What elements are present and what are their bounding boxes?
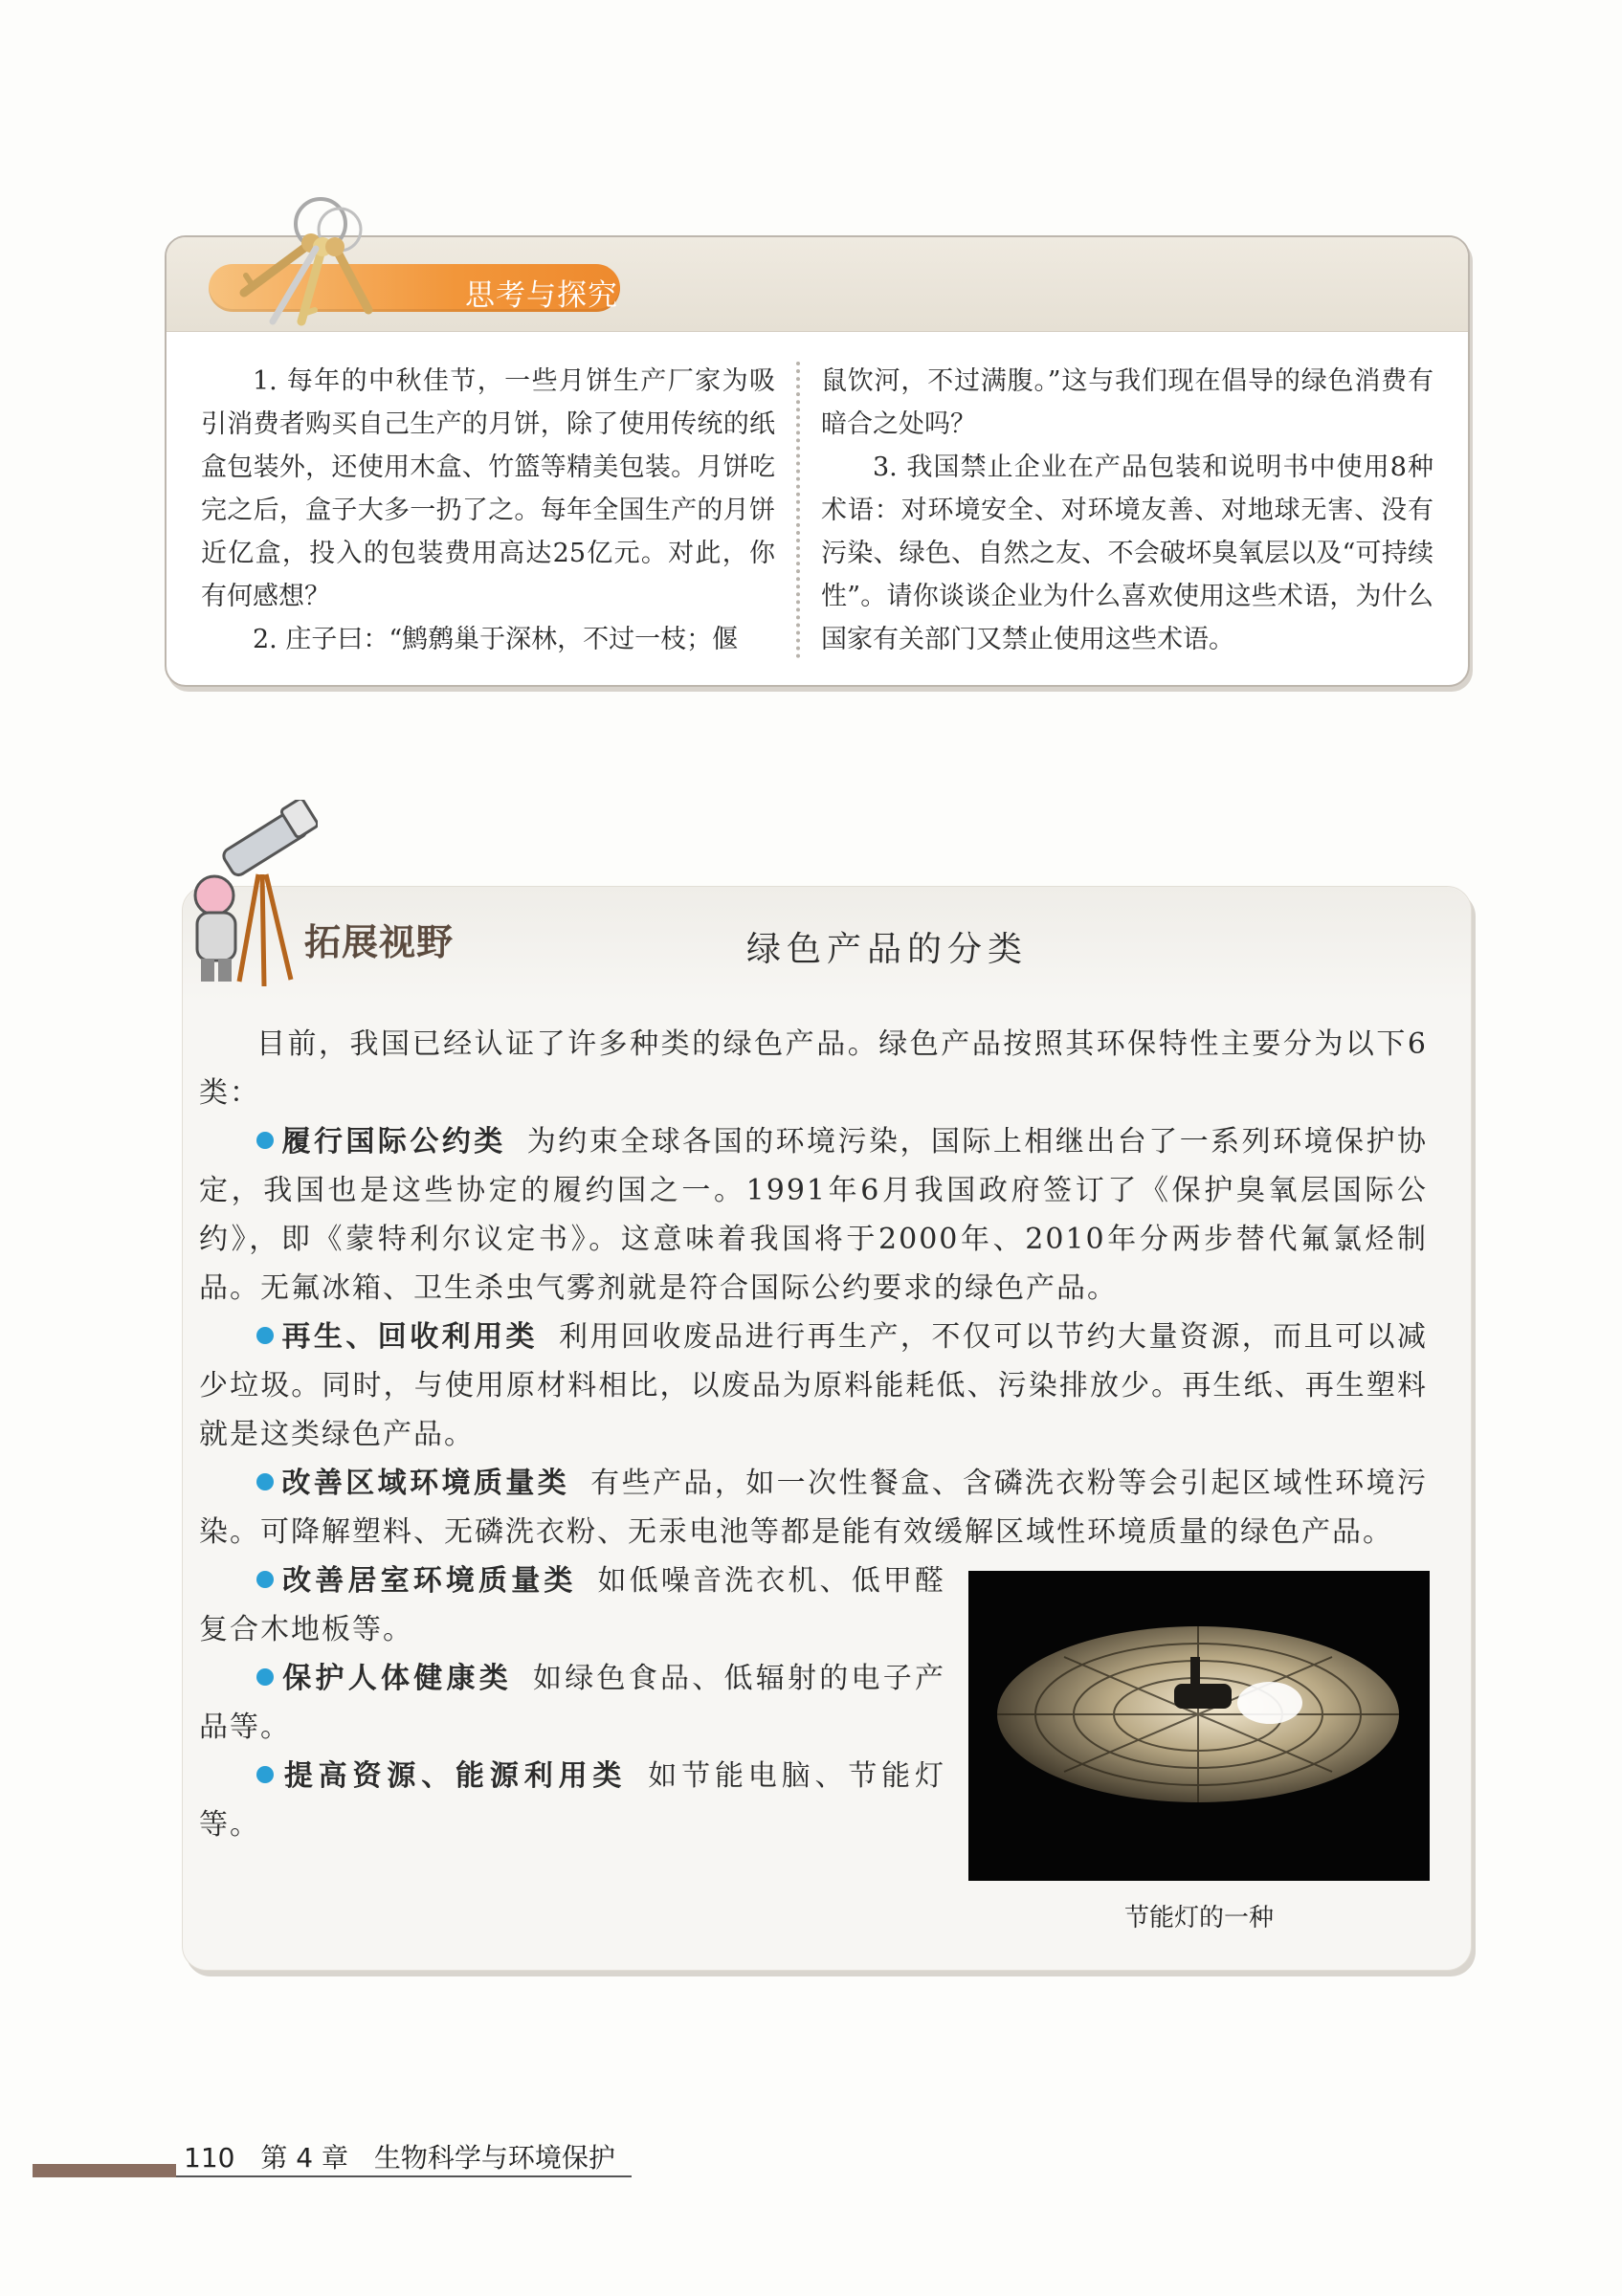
bullet-dot-icon xyxy=(256,1766,274,1783)
category-text: 为约束全球各国的环境污染，国际上相继出台了一系列环境保护协定，我国也是这些协定的履约国之一。1991年6月我国政府签订了《保护臭氧层国际公约》，即《蒙特利尔议定书》。这意味着我国将于2000年、2010年分两步替代氟氯烃制品。无氟冰箱、卫生杀虫气雾剂就是符合国际公约要求的绿色产品。 xyxy=(199,1125,1429,1305)
bullet-dot-icon xyxy=(256,1327,274,1344)
category-name: 再生、回收利用类 xyxy=(281,1320,538,1354)
page-number: 110 xyxy=(184,2142,235,2174)
bullet-dot-icon xyxy=(256,1473,274,1490)
expand-label: 拓展视野 xyxy=(304,921,455,963)
category-name: 改善区域环境质量类 xyxy=(281,1467,570,1500)
narrow-text-column xyxy=(199,1556,945,1849)
think-question-2-end: 鼠饮河，不过满腹。”这与我们现在倡导的绿色消费有暗合之处吗？ xyxy=(821,366,1433,439)
think-left-column xyxy=(201,360,775,661)
footer-rule xyxy=(176,2175,632,2177)
column-divider xyxy=(796,362,800,658)
category-paragraph-4 xyxy=(199,1556,945,1654)
category-paragraph-2 xyxy=(199,1313,1428,1459)
page-footer xyxy=(184,2137,633,2175)
bullet-dot-icon xyxy=(256,1132,274,1149)
category-text: 利用回收废品进行再生产，不仅可以节约大量资源，而且可以减少垃圾。同时，与使用原材料相比，以废品为原料能耗低、污染排放少。再生纸、再生塑料就是这类绿色产品。 xyxy=(199,1320,1428,1451)
think-label: 思考与探究 xyxy=(465,278,618,313)
category-name: 提高资源、能源利用类 xyxy=(281,1759,628,1793)
footer-accent-bar xyxy=(33,2164,176,2177)
telescope-mascot-icon xyxy=(184,800,318,991)
chapter-number: 第 4 章 xyxy=(260,2142,348,2174)
category-paragraph-5 xyxy=(199,1654,945,1752)
category-paragraph-3 xyxy=(199,1459,1428,1556)
category-name: 保护人体健康类 xyxy=(281,1662,512,1695)
category-text: 如绿色食品、低辐射的电子产品等。 xyxy=(199,1662,945,1744)
bullet-dot-icon xyxy=(256,1668,274,1686)
think-question-2-start: 2. 庄子曰：“鹪鹩巢于深林，不过一枝；偃 xyxy=(253,625,739,654)
category-text: 有些产品，如一次性餐盒、含磷洗衣粉等会引起区域性环境污染。可降解塑料、无磷洗衣粉、无汞电池等都是能有效缓解区域性环境质量的绿色产品。 xyxy=(199,1467,1429,1549)
figure-caption: 节能灯的一种 xyxy=(1123,1904,1274,1932)
think-question-1: 1. 每年的中秋佳节，一些月饼生产厂家为吸引消费者购买自己生产的月饼，除了使用传统的纸盒包装外，还使用木盒、竹篮等精美包装。月饼吃完之后，盒子大多一扔了之。每年全国生产的月饼近亿盒，投入的包装费用高达25亿元。对此，你有何感想？ xyxy=(201,366,775,611)
section-title: 绿色产品的分类 xyxy=(746,930,1029,969)
category-name: 改善居室环境质量类 xyxy=(281,1564,577,1598)
energy-saving-lamp-photo xyxy=(968,1571,1430,1881)
category-paragraph-1 xyxy=(199,1117,1428,1313)
category-paragraph-6 xyxy=(199,1752,945,1849)
keys-icon xyxy=(196,188,416,341)
bullet-dot-icon xyxy=(256,1571,274,1588)
category-name: 履行国际公约类 xyxy=(281,1125,506,1159)
category-text: 如低噪音洗衣机、低甲醛复合木地板等。 xyxy=(199,1564,945,1646)
category-text: 如节能电脑、节能灯等。 xyxy=(199,1759,946,1842)
lamp-illustration xyxy=(968,1571,1430,1881)
think-question-3: 3. 我国禁止企业在产品包装和说明书中使用8种术语：对环境安全、对环境友善、对地球无害、没有污染、绿色、自然之友、不会破坏臭氧层以及“可持续性”。请你谈谈企业为什么喜欢使用这些术语，为什么国家有关部门又禁止使用这些术语。 xyxy=(821,453,1433,654)
chapter-title: 生物科学与环境保护 xyxy=(373,2142,615,2174)
intro-paragraph: 目前，我国已经认证了许多种类的绿色产品。绿色产品按照其环保特性主要分为以下6类： xyxy=(199,1027,1428,1110)
think-right-column xyxy=(821,360,1433,661)
